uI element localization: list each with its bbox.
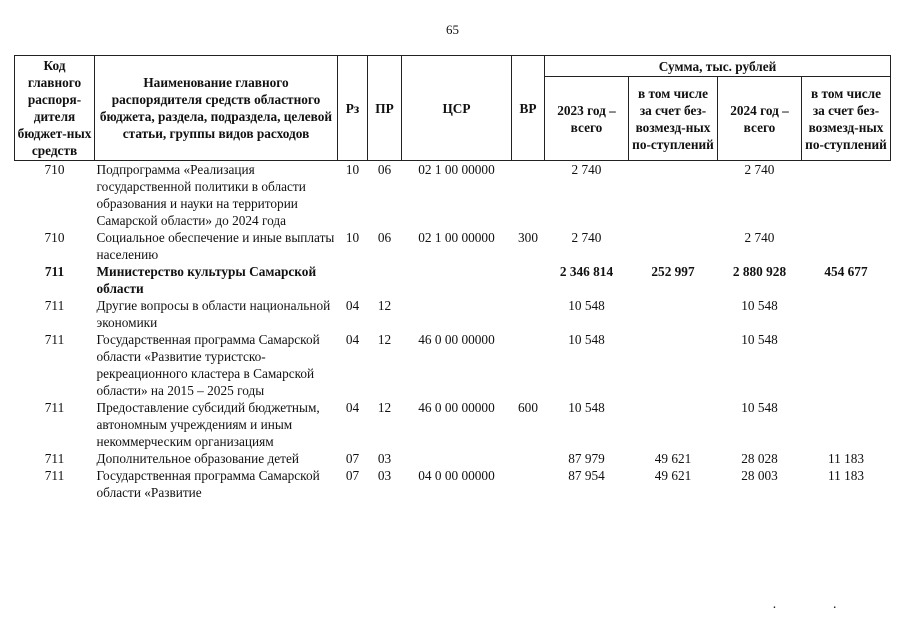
table-row <box>15 399 891 450</box>
header-rz: Рз <box>338 56 368 161</box>
cell-2024-total: 10 548 <box>741 298 778 313</box>
cell-name: Подпрограмма «Реализация государственной политики в области образования и науки на территории Самарской области» до 2024 года <box>96 162 306 228</box>
cell-rz: 10 <box>345 162 360 177</box>
cell-2023-total: 10 548 <box>568 332 605 347</box>
cell-2024-free <box>802 161 891 230</box>
cell-vr: 300 <box>518 230 538 245</box>
cell-vr <box>512 331 545 399</box>
cell-code: 711 <box>44 332 65 347</box>
cell-pr: 03 <box>377 451 392 466</box>
cell-2023-total: 2 740 <box>571 162 602 177</box>
table-body <box>15 161 891 502</box>
cell-2023-free <box>629 331 718 399</box>
cell-2024-free: 11 183 <box>827 451 865 466</box>
cell-2024-free <box>802 229 891 263</box>
header-vr: ВР <box>512 56 545 161</box>
cell-2024-total: 2 740 <box>744 162 775 177</box>
cell-2024-total: 10 548 <box>741 400 778 415</box>
cell-code: 711 <box>44 264 65 279</box>
table-row <box>15 229 891 263</box>
cell-csr <box>402 297 512 331</box>
cell-csr <box>402 263 512 297</box>
cell-name: Предоставление субсидий бюджетным, автономным учреждениям и иным некоммерческим организациям <box>96 400 320 449</box>
cell-pr: 12 <box>377 298 392 313</box>
table-row <box>15 450 891 467</box>
cell-2023-free: 49 621 <box>654 468 692 483</box>
cell-vr <box>512 467 545 501</box>
cell-name: Другие вопросы в области национальной экономики <box>96 298 331 330</box>
cell-2023-total: 2 740 <box>571 230 602 245</box>
table-row <box>15 297 891 331</box>
table-row <box>15 331 891 399</box>
cell-2023-free <box>629 229 718 263</box>
cell-vr <box>512 297 545 331</box>
cell-rz: 10 <box>345 230 360 245</box>
cell-2023-free <box>629 297 718 331</box>
cell-code: 711 <box>44 298 65 313</box>
cell-2024-free: 11 183 <box>827 468 865 483</box>
cell-code: 710 <box>44 230 65 245</box>
cell-2024-total: 2 740 <box>744 230 775 245</box>
cell-pr <box>368 263 402 297</box>
cell-csr: 04 0 00 00000 <box>418 468 495 483</box>
cell-csr: 46 0 00 00000 <box>418 332 495 347</box>
cell-code: 711 <box>44 451 65 466</box>
page-number: 65 <box>446 22 459 37</box>
cell-2024-free <box>802 331 891 399</box>
cell-2024-total: 28 028 <box>741 451 778 466</box>
cell-2024-total: 28 003 <box>741 468 778 483</box>
cell-rz: 07 <box>345 451 360 466</box>
header-code: Код главного распоря-дителя бюджет-ных средств <box>15 56 95 161</box>
cell-pr: 06 <box>377 230 392 245</box>
cell-csr: 46 0 00 00000 <box>418 400 495 415</box>
cell-2023-total: 2 346 814 <box>559 264 614 279</box>
cell-rz <box>338 263 368 297</box>
cell-csr: 02 1 00 00000 <box>418 230 495 245</box>
cell-name: Социальное обеспечение и иные выплаты населению <box>96 230 335 262</box>
cell-pr: 12 <box>377 332 392 347</box>
cell-2024-free <box>802 297 891 331</box>
cell-2023-total: 87 979 <box>568 451 605 466</box>
cell-code: 711 <box>44 400 65 415</box>
cell-2024-total: 2 880 928 <box>732 264 787 279</box>
header-pr: ПР <box>368 56 402 161</box>
cell-pr: 12 <box>377 400 392 415</box>
cell-pr: 06 <box>377 162 392 177</box>
header-csr: ЦСР <box>402 56 512 161</box>
table-row <box>15 467 891 501</box>
header-2024-total: 2024 год – всего <box>718 77 802 161</box>
budget-table-container <box>14 55 890 501</box>
cell-name: Государственная программа Самарской области «Развитие <box>96 468 320 500</box>
header-2023-total: 2023 год – всего <box>545 77 629 161</box>
cell-2023-free <box>629 161 718 230</box>
cell-csr: 02 1 00 00000 <box>418 162 495 177</box>
cell-rz: 04 <box>345 298 360 313</box>
cell-code: 710 <box>44 162 65 177</box>
cell-name: Государственная программа Самарской области «Развитие туристско-рекреационного кластера в Самарской области» на 2015 – 2025 годы <box>96 332 320 398</box>
cell-code: 711 <box>44 468 65 483</box>
cell-name: Министерство культуры Самарской области <box>96 264 317 296</box>
budget-table <box>14 55 891 501</box>
cell-2023-free: 252 997 <box>651 264 695 279</box>
cell-pr: 03 <box>377 468 392 483</box>
header-2024-free: в том числе за счет без-возмезд-ных по-ступлений <box>802 77 891 161</box>
cell-rz: 04 <box>345 400 360 415</box>
cell-2023-total: 87 954 <box>568 468 605 483</box>
cell-csr <box>402 450 512 467</box>
cell-2024-total: 10 548 <box>741 332 778 347</box>
cell-vr <box>512 450 545 467</box>
cell-2023-free <box>629 399 718 450</box>
cell-rz: 07 <box>345 468 360 483</box>
cell-name: Дополнительное образование детей <box>96 451 299 466</box>
header-name: Наименование главного распорядителя средств областного бюджета, раздела, подраздела, целевой статьи, группы видов расходов <box>95 56 338 161</box>
header-sum-group: Сумма, тыс. рублей <box>545 56 891 77</box>
table-header <box>15 56 891 161</box>
cell-2023-total: 10 548 <box>568 298 605 313</box>
cell-2023-total: 10 548 <box>568 400 605 415</box>
cell-vr <box>512 263 545 297</box>
header-2023-free: в том числе за счет без-возмезд-ных по-ступлений <box>629 77 718 161</box>
cell-2023-free: 49 621 <box>654 451 692 466</box>
table-row <box>15 161 891 230</box>
cell-rz: 04 <box>345 332 360 347</box>
cell-vr <box>512 161 545 230</box>
cell-2024-free <box>802 399 891 450</box>
cell-2024-free: 454 677 <box>824 264 868 279</box>
scan-marks: · · <box>772 601 863 616</box>
table-row <box>15 263 891 297</box>
cell-vr: 600 <box>518 400 538 415</box>
